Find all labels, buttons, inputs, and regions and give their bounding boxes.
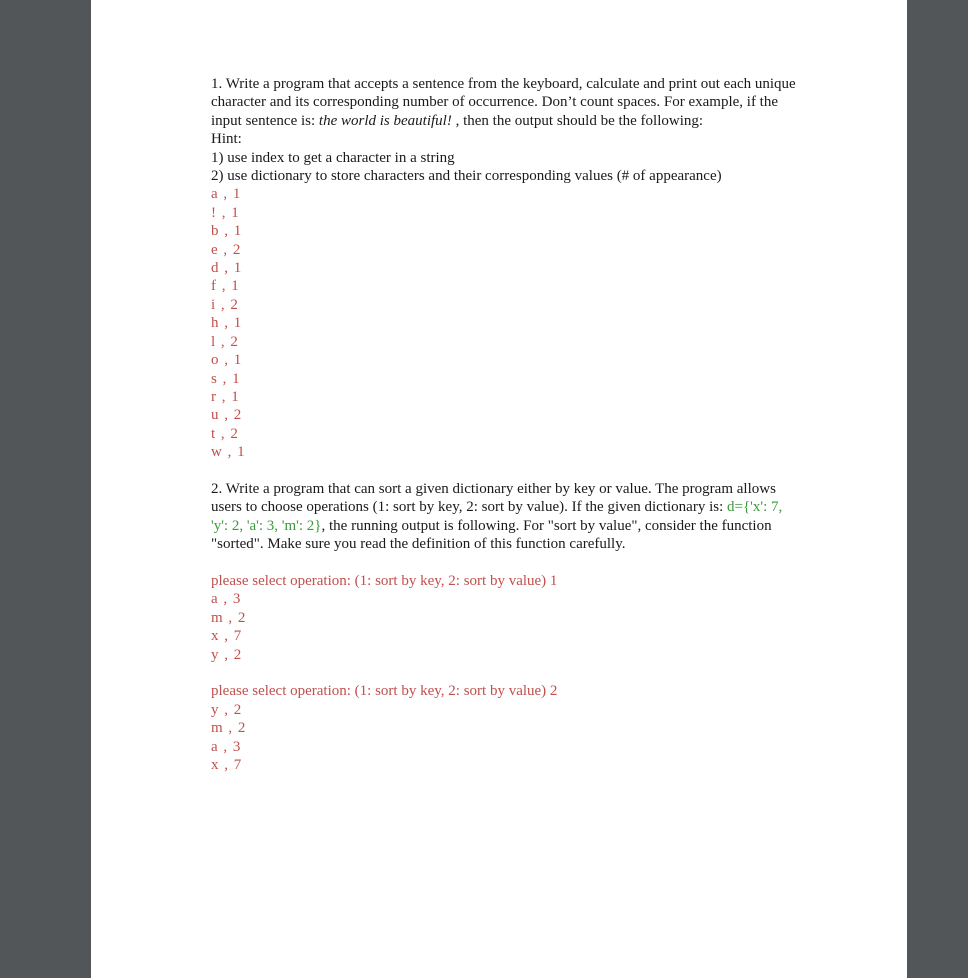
output-line: e , 2 [211, 241, 242, 258]
output-line: t , 2 [211, 425, 239, 442]
run-1-output [211, 572, 801, 664]
spacer [211, 664, 801, 682]
output-line: y , 2 [211, 646, 243, 663]
question-2-tail: , the running output is following. For "sort by value", consider the function "sorted". Make sure you read the definition of this function carefully. [211, 517, 772, 553]
dict-literal: d={'x': 7, 'y': 2, 'a': 3, 'm': 2} [211, 499, 783, 534]
output-line: f , 1 [211, 278, 240, 295]
output-line: a , 3 [211, 738, 242, 755]
run-2-output [211, 682, 801, 774]
output-line: s , 1 [211, 370, 241, 387]
hint-item: 2) use dictionary to store characters and their corresponding values (# of appearance) [211, 168, 722, 185]
example-sentence: the world is beautiful! [318, 112, 452, 129]
output-line: u , 2 [211, 407, 243, 424]
question-1-intro: 1. Write a program that accepts a sentence from the keyboard, calculate and print out each unique character and its corresponding number of occurrence. Don’t count spaces. For example, if the input sentence is: [211, 76, 796, 129]
output-line: h , 1 [211, 315, 243, 332]
output-line: l , 2 [211, 333, 239, 350]
output-line: d , 1 [211, 260, 243, 277]
output-line: w , 1 [211, 444, 246, 461]
output-line: x , 7 [211, 628, 243, 645]
page-content [211, 75, 801, 774]
output-line: a , 3 [211, 591, 242, 608]
run-prompt: please select operation: (1: sort by key, 2: sort by value) 1 [211, 572, 558, 589]
output-line: a , 1 [211, 186, 242, 203]
spacer [211, 462, 801, 480]
output-line: ! , 1 [211, 204, 240, 221]
run-prompt: please select operation: (1: sort by key, 2: sort by value) 2 [211, 683, 558, 700]
output-line: y , 2 [211, 701, 243, 718]
output-line: o , 1 [211, 352, 243, 369]
output-line: m , 2 [211, 609, 247, 626]
question-1-text [211, 75, 801, 130]
output-line: x , 7 [211, 756, 243, 773]
output-line: r , 1 [211, 388, 240, 405]
hint-item: 1) use index to get a character in a string [211, 149, 455, 166]
question-1-output [211, 185, 801, 461]
question-2-text [211, 480, 801, 554]
hint-label: Hint: [211, 131, 242, 148]
document-page [91, 0, 907, 978]
question-1-tail: , then the output should be the following: [451, 112, 704, 129]
spacer [211, 554, 801, 572]
output-line: b , 1 [211, 223, 243, 240]
output-line: m , 2 [211, 720, 247, 737]
output-line: i , 2 [211, 296, 239, 313]
question-2-intro: 2. Write a program that can sort a given dictionary either by key or value. The program allows users to choose operations (1: sort by key, 2: sort by value). If the given dictionary is: [211, 480, 776, 516]
